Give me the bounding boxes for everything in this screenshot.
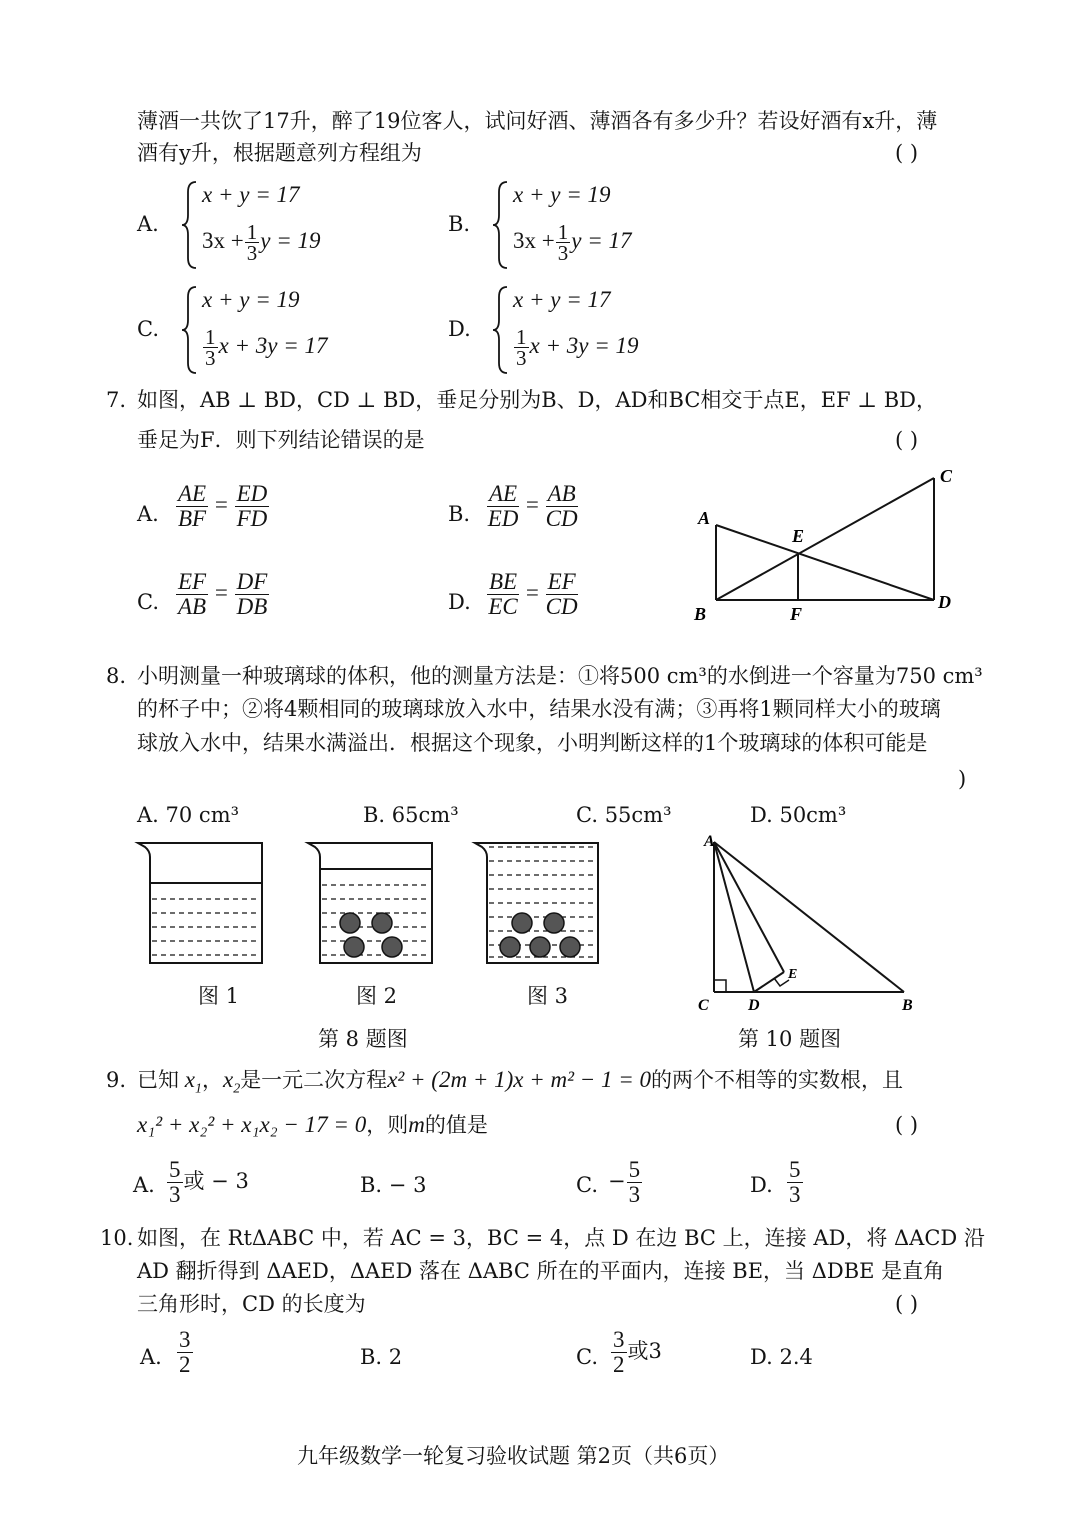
q10-line1: 如图，在 RtΔABC 中，若 AC = 3，BC = 4，点 D 在边 BC 上，连接 AD，将 ΔACD 沿 [137, 1226, 985, 1250]
q10-fig-label-e: E [788, 967, 798, 982]
q9-option-c-label: C. [576, 1173, 598, 1197]
q6-a-eq2b: y = 19 [260, 227, 321, 253]
q7-b-rd: CD [545, 506, 578, 531]
q8-beakers-figure [130, 835, 690, 975]
q10-fig-label-c: C [698, 997, 709, 1014]
q6-line1: 薄酒一共饮了17升，醉了19位客人，试问好酒、薄酒各有多少升？若设好酒有x升，薄 [137, 109, 938, 133]
q7-c-rn: DF [236, 569, 268, 594]
q8-answer-paren: ) [958, 767, 967, 791]
q8-d-text: 50cm³ [779, 803, 847, 827]
q8-c-text: 55cm³ [604, 803, 672, 827]
q8-c-label: C. [576, 803, 598, 827]
q10-option-d [750, 1342, 813, 1372]
q7-c-ln: EF [178, 569, 207, 594]
q6-option-d-system [491, 285, 691, 375]
q6-b-eq2a: 3x + [513, 227, 555, 253]
q6-d-frac-d: 3 [516, 346, 527, 370]
q10-c-n: 3 [613, 1327, 625, 1352]
q7-a-rn: ED [236, 481, 268, 506]
q8-fig2-label: 图 2 [356, 984, 398, 1008]
q9-text-5: ，则 [366, 1113, 409, 1137]
q8-option-a [137, 800, 239, 830]
q10-d-text: 2.4 [779, 1345, 813, 1369]
q9-d-n: 5 [789, 1157, 801, 1182]
q8-a-label: A. [137, 803, 159, 827]
q7-a-ln: AE [178, 481, 207, 506]
q7-fig-label-f: F [790, 604, 803, 624]
q6-option-a-system [180, 180, 380, 270]
q6-c-frac-d: 3 [205, 346, 216, 370]
q7-d-rn: EF [547, 569, 576, 594]
q10-fig-label-b: B [902, 997, 913, 1014]
q9-option-b [360, 1170, 426, 1200]
q9-b-label: B. [360, 1173, 383, 1197]
q9-equation: x² + (2m + 1)x + m² − 1 = 0 [387, 1067, 652, 1092]
q9-text-6: 的值是 [424, 1113, 488, 1137]
q9-number: 9. [106, 1068, 127, 1092]
q8-b-label: B. [363, 803, 386, 827]
q8-option-d [750, 800, 846, 830]
q6-option-c-system [180, 285, 380, 375]
q10-number: 10. [100, 1226, 134, 1250]
q7-option-c-expr: $\frac{EF}{AB}$ = $\frac{DF}{DB}$ [178, 569, 268, 619]
q10-option-c-label: C. [576, 1345, 598, 1369]
q10-option-c-expr [610, 1328, 662, 1377]
q6-c-eq1: x + y = 19 [202, 287, 300, 312]
q9-c-d: 3 [628, 1182, 641, 1207]
q10-fig-label-d: D [748, 997, 760, 1014]
q7-b-rn: AB [547, 481, 576, 506]
q8-option-c [576, 800, 672, 830]
q7-option-a-label: A. [137, 502, 159, 526]
q6-option-b-system [491, 180, 691, 270]
q6-option-d-label: D. [448, 317, 471, 341]
q6-a-frac-d: 3 [246, 241, 258, 265]
q8-line3: 球放入水中，结果水满溢出．根据这个现象，小明判断这样的1个玻璃球的体积可能是 [137, 731, 928, 755]
q8-a-text: 70 cm³ [165, 803, 240, 827]
q9-line1: 已知 $x_1$，$x_2$是一元二次方程x² + (2m + 1)x + m² − 1 = 0的两个不相等的实数根，且 [137, 1067, 904, 1097]
q8-fig1-label: 图 1 [198, 984, 240, 1008]
q9-d-d: 3 [789, 1182, 801, 1207]
q9-option-d-label: D. [750, 1173, 773, 1197]
q9-a-n: 5 [169, 1157, 181, 1182]
q7-fig-label-e: E [792, 526, 805, 546]
q10-c-d: 2 [613, 1352, 625, 1377]
q9-option-c-expr [608, 1158, 643, 1207]
q8-option-b [363, 800, 459, 830]
q10-option-a-label: A. [140, 1345, 162, 1369]
q9-option-a-expr [166, 1158, 249, 1207]
q10-fig-label-a: A [704, 833, 715, 850]
q6-b-eq1: x + y = 19 [513, 182, 611, 207]
q7-fig-label-a: A [698, 508, 711, 528]
q10-caption: 第 10 题图 [738, 1027, 842, 1051]
q8-line2: 的杯子中；②将4颗相同的玻璃球放入水中，结果水没有满；③再将1颗同样大小的玻璃 [137, 697, 941, 721]
q7-option-c-label: C. [137, 590, 159, 614]
q7-fig-label-d: D [938, 592, 951, 612]
q8-line1: 小明测量一种玻璃球的体积，他的测量方法是：①将500 cm³的水倒进一个容量为750 cm³ [137, 664, 983, 688]
q7-line1: 如图，AB ⊥ BD，CD ⊥ BD，垂足分别为B、D，AD和BC相交于点E，EF ⊥ BD， [137, 388, 937, 412]
q10-b-label: B. [360, 1345, 383, 1369]
q7-line2: 垂足为F．则下列结论错误的是 [137, 428, 425, 452]
q7-c-ld: AB [178, 594, 207, 619]
q10-figure [690, 830, 930, 1020]
q6-a-eq1: x + y = 17 [202, 182, 300, 207]
q7-option-d-expr: $\frac{BE}{EC}$ = $\frac{EF}{CD}$ [488, 569, 578, 619]
q9-line2 [137, 1110, 488, 1140]
q7-c-rd: DB [236, 594, 268, 619]
q7-d-rd: CD [545, 594, 578, 619]
q7-option-a-expr: $\frac{AE}{BF}$ = $\frac{ED}{FD}$ [178, 481, 268, 531]
q10-a-n: 3 [179, 1327, 191, 1352]
q8-fig3-label: 图 3 [527, 984, 569, 1008]
q9-a-text: 或 − 3 [183, 1169, 249, 1193]
page-footer: 九年级数学一轮复习验收试题 第2页（共6页） [297, 1444, 730, 1468]
q9-text-1: 已知 [137, 1068, 179, 1092]
q6-option-c-label: C. [137, 317, 159, 341]
q10-c-text: 或3 [627, 1339, 662, 1363]
q6-option-a-label: A. [137, 212, 159, 236]
q9-option-a-label: A. [133, 1173, 155, 1197]
q9-text-4: 的两个不相等的实数根，且 [651, 1068, 904, 1092]
q7-b-ln: AE [489, 481, 518, 506]
q8-number: 8. [106, 664, 127, 688]
q7-fig-label-c: C [940, 466, 953, 486]
q10-answer-paren: ( ) [895, 1292, 919, 1316]
q6-a-frac-n: 1 [246, 220, 258, 244]
q9-answer-paren: ( ) [895, 1113, 919, 1137]
q6-a-eq2a: 3x + [202, 227, 244, 253]
q10-line2: AD 翻折得到 ΔAED，ΔAED 落在 ΔABC 所在的平面内，连接 BE，当 ΔDBE 是直角 [137, 1259, 945, 1283]
q7-option-b-expr: $\frac{AE}{ED}$ = $\frac{AB}{CD}$ [487, 481, 578, 531]
q6-d-frac-n: 1 [516, 325, 527, 349]
q8-b-text: 65cm³ [391, 803, 459, 827]
q7-option-d-label: D. [448, 590, 471, 614]
q6-b-eq2b: y = 17 [571, 227, 632, 253]
q9-b-text: − 3 [388, 1173, 427, 1197]
q9-c-sign: − [608, 1169, 626, 1193]
q7-option-b-label: B. [448, 502, 471, 526]
q7-a-rd: FD [236, 506, 268, 531]
q6-d-eq2b: x + 3y = 19 [529, 332, 639, 358]
q6-b-frac-d: 3 [557, 241, 569, 265]
q7-b-ld: ED [487, 506, 519, 531]
q6-line2: 酒有y升，根据题意列方程组为 [137, 141, 422, 165]
q6-d-eq1: x + y = 17 [513, 287, 611, 312]
q7-d-ld: EC [488, 594, 518, 619]
q8-caption: 第 8 题图 [318, 1027, 408, 1051]
q6-option-b-label: B. [448, 212, 471, 236]
q10-b-text: 2 [388, 1345, 403, 1369]
q9-option-d-expr [786, 1158, 804, 1207]
q10-option-a-expr [176, 1328, 194, 1377]
q9-text-2: ， [201, 1068, 223, 1092]
q9-a-d: 3 [169, 1182, 181, 1207]
q7-figure [690, 460, 980, 630]
q9-text-3: 是一元二次方程 [240, 1068, 388, 1092]
q6-answer-paren: ( ) [895, 141, 919, 165]
q9-c-n: 5 [628, 1157, 641, 1182]
q10-line3: 三角形时，CD 的长度为 [137, 1292, 366, 1316]
q7-d-ln: BE [489, 569, 518, 594]
q7-a-ld: BF [178, 506, 207, 531]
q6-c-frac-n: 1 [205, 325, 216, 349]
q6-b-frac-n: 1 [557, 220, 569, 244]
q6-c-eq2b: x + 3y = 17 [218, 332, 328, 358]
q10-option-b [360, 1342, 402, 1372]
q9-var-m: m [408, 1112, 425, 1137]
q7-answer-paren: ( ) [895, 428, 919, 452]
q8-d-label: D. [750, 803, 773, 827]
q7-fig-label-b: B [694, 604, 707, 624]
q10-d-label: D. [750, 1345, 773, 1369]
q9-condition: x₁² + x₂² + x₁x₂ − 17 = 0 [137, 1112, 367, 1137]
q10-a-d: 2 [179, 1352, 191, 1377]
q7-number: 7. [106, 388, 127, 412]
